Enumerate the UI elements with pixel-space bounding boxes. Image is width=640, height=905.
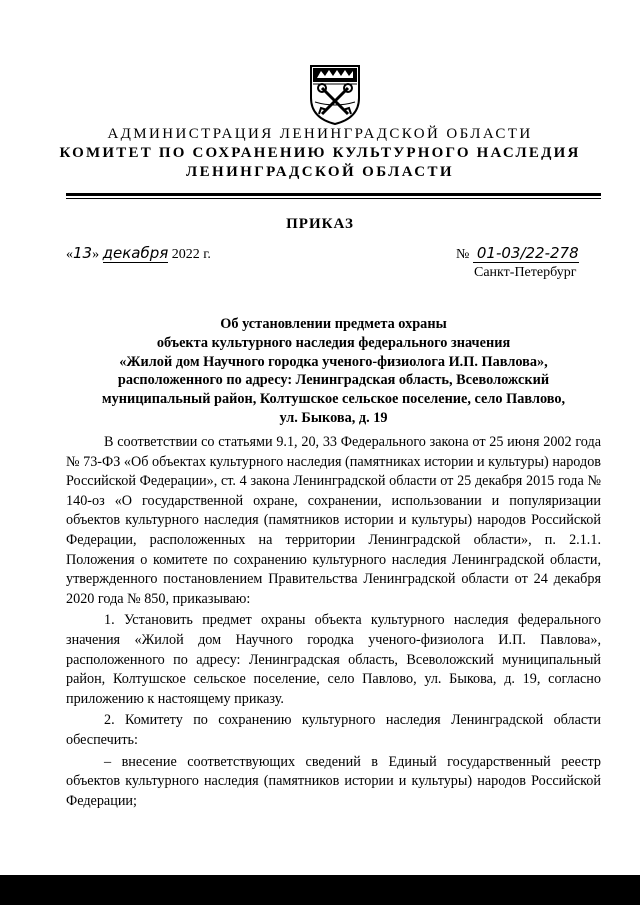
- date-day: 13: [73, 244, 93, 262]
- leningrad-oblast-coat-of-arms-icon: [305, 58, 365, 126]
- header-rule-thick: [66, 193, 601, 196]
- subject-line: объекта культурного наследия федерального значения: [156, 334, 511, 351]
- subject-line: муниципальный район, Колтушское сельское поселение, село Павлово,: [101, 391, 566, 408]
- order-subject: [66, 315, 601, 428]
- date-month: декабря: [102, 244, 169, 262]
- date-year: 2022 г.: [171, 247, 211, 262]
- body-paragraph-preamble: В соответствии со статьями 9.1, 20, 33 Федерального закона от 25 июня 2002 года № 73-ФЗ «Об объектах культурного наследия (памятниках истории и культуры) народов Российской Федерации», ст. 4 закона Ленинградской области от 25 декабря 2015 года № 140-оз «О государственной охране, сохранении, использовании и популяризации объектов культурного наследия (памятников истории и культуры) народов Российской Федерации, расположенных на территории Ленинградской области», п. 2.1.1. Положения о комитете по сохранению культурного наследия Ленинградской области, утвержденного постановлением Правительства Ленинградской области от 24 декабря 2020 года № 850, приказываю:: [66, 434, 601, 607]
- body-paragraph-item-2: 2. Комитету по сохранению культурного наследия Ленинградской области обеспечить:: [66, 712, 601, 748]
- order-date: [66, 244, 211, 263]
- body-paragraph-item-1: 1. Установить предмет охраны объекта культурного наследия федерального значения «Жилой дом Научного городка ученого-физиолога И.П. Павлова», расположенного по адресу: Ленинградская область, Всеволожский муниципальный район, Колтушское сельское поселение, село Павлово, ул. Быкова, д. 19, согласно приложению к настоящему приказу.: [66, 612, 601, 707]
- agency-line-administration: АДМИНИСТРАЦИЯ ЛЕНИНГРАДСКОЙ ОБЛАСТИ: [107, 126, 533, 142]
- subject-line: ул. Быкова, д. 19: [279, 409, 388, 426]
- scan-bottom-edge: [0, 875, 640, 905]
- subject-line: «Жилой дом Научного городка ученого-физиолога И.П. Павлова»,: [119, 353, 548, 370]
- date-close-quote: »: [92, 247, 100, 262]
- agency-line-region: ЛЕНИНГРАДСКОЙ ОБЛАСТИ: [186, 164, 454, 180]
- header-rule-thin: [66, 198, 601, 199]
- date-open-quote: «: [66, 247, 73, 262]
- body-paragraph-item-2-sub: – внесение соответствующих сведений в Единый государственный реестр объектов культурного наследия (памятников истории и культуры) народов Российской Федерации;: [66, 753, 601, 809]
- order-body: [66, 433, 601, 811]
- number-value: 01-03/22-278: [473, 244, 579, 263]
- document-type-title: ПРИКАЗ: [286, 216, 354, 232]
- subject-line: Об установлении предмета охраны: [220, 316, 447, 332]
- agency-line-committee: КОМИТЕТ ПО СОХРАНЕНИЮ КУЛЬТУРНОГО НАСЛЕДИЯ: [59, 145, 581, 161]
- number-prefix: №: [456, 247, 470, 262]
- subject-line: расположенного по адресу: Ленинградская область, Всеволожский: [117, 372, 550, 389]
- order-city: Санкт-Петербург: [474, 265, 577, 280]
- order-number: [456, 244, 579, 263]
